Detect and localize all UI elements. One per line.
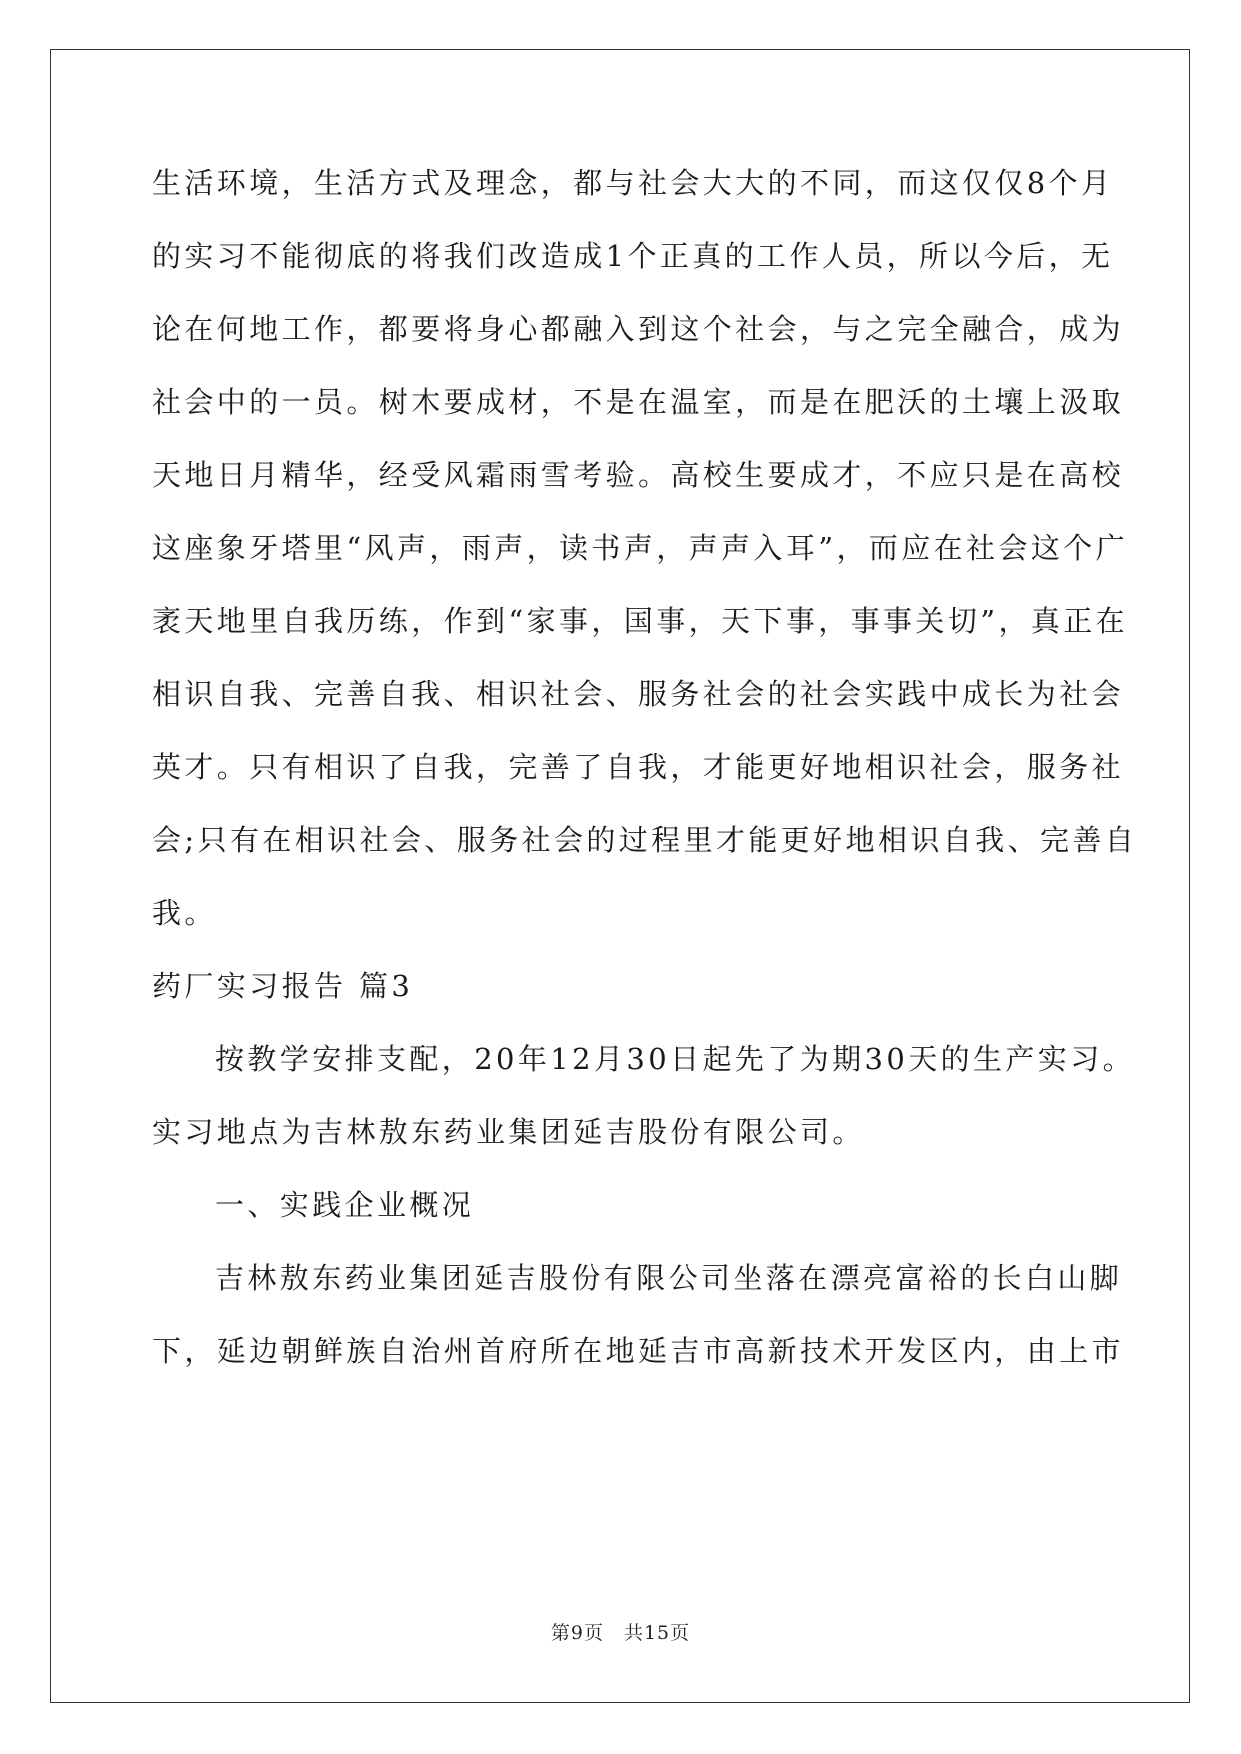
body-line-6: 这座象牙塔里“风声，雨声，读书声，声声入耳”，而应在社会这个广 (152, 531, 1129, 565)
body-line-9: 英才。只有相识了自我，完善了自我，才能更好地相识社会，服务社 (152, 750, 1125, 784)
body-line-5: 天地日月精华，经受风霜雨雪考验。高校生要成才，不应只是在高校 (152, 458, 1125, 492)
paragraph2-line-1: 按教学安排支配，20年12月30日起先了为期30天的生产实习。 (215, 1042, 1136, 1076)
paragraph3-line-2: 下，延边朝鲜族自治州首府所在地延吉市高新技术开发区内，由上市 (152, 1334, 1125, 1368)
body-line-8: 相识自我、完善自我、相识社会、服务社会的社会实践中成长为社会 (152, 677, 1125, 711)
paragraph3-line-1: 吉林敖东药业集团延吉股份有限公司坐落在漂亮富裕的长白山脚 (215, 1261, 1123, 1295)
page-number-footer: 第9页 共15页 (550, 1622, 691, 1644)
body-line-11: 我。 (152, 896, 217, 930)
body-line-7: 袤天地里自我历练，作到“家事，国事，天下事，事事关切”，真正在 (152, 604, 1129, 638)
page-border (50, 49, 1190, 1703)
body-line-1: 生活环境，生活方式及理念，都与社会大大的不同，而这仅仅8个月 (152, 166, 1114, 200)
body-line-3: 论在何地工作，都要将身心都融入到这个社会，与之完全融合，成为 (152, 312, 1125, 346)
paragraph2-line-2: 实习地点为吉林敖东药业集团延吉股份有限公司。 (152, 1115, 865, 1149)
section-title: 药厂实习报告 篇3 (152, 969, 414, 1003)
body-line-10: 会;只有在相识社会、服务社会的过程里才能更好地相识自我、完善自 (152, 823, 1138, 857)
body-line-2: 的实习不能彻底的将我们改造成1个正真的工作人员，所以今后，无 (152, 239, 1114, 273)
heading-enterprise-overview: 一、实践企业概况 (215, 1188, 475, 1222)
body-line-4: 社会中的一员。树木要成材，不是在温室，而是在肥沃的土壤上汲取 (152, 385, 1125, 419)
